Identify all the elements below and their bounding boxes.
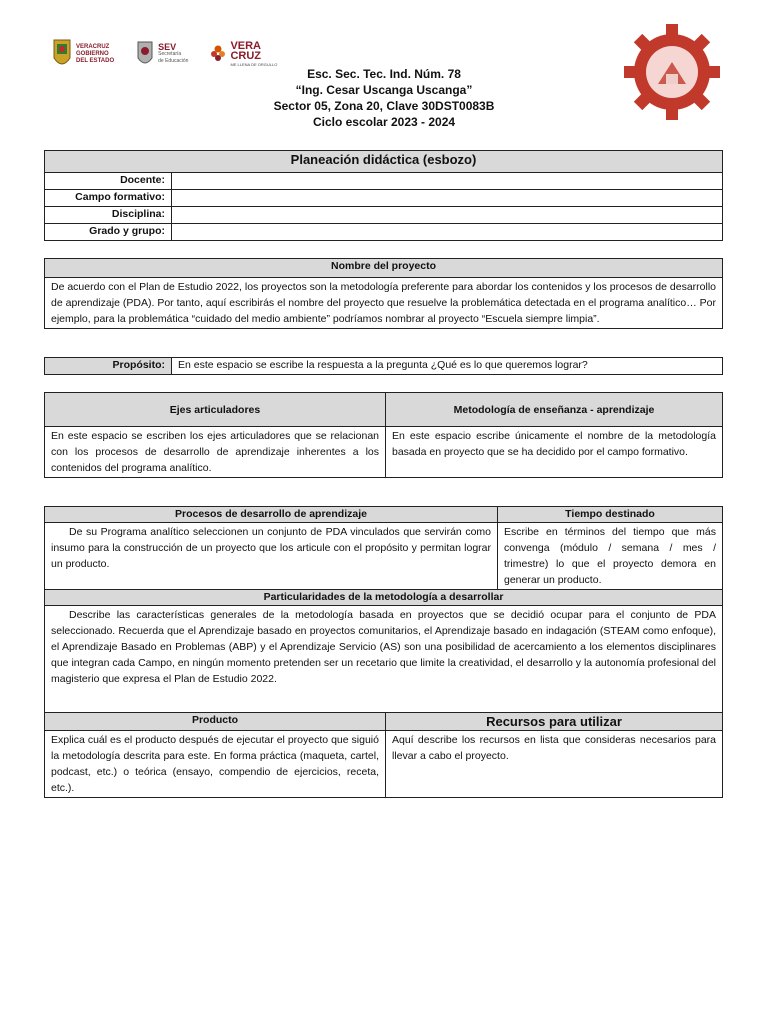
grado-grupo-label: Grado y grupo:: [45, 224, 172, 241]
sev-sub2: de Educación: [158, 57, 189, 64]
docente-field[interactable]: [172, 173, 723, 190]
sev-title: SEV: [158, 41, 177, 52]
recursos-text[interactable]: Aquí describe los recursos en lista que consideras necesarios para llevar a cabo el proyecto.: [386, 731, 723, 798]
veracruz-line2: GOBIERNO: [76, 50, 109, 57]
particularidades-text[interactable]: Describe las características generales de la metodología basada en proyectos que se decidió ocupar para el conjunto de PDA seleccionado. Recuerda que el Aprendizaje basado en proyectos comunitarios, el Aprendizaje basado en indagación (STEAM como enfoque), el Aprendizaje Basado en Problemas (ABP) y el Aprendizaje Servicio (AS) son una posibilidad de acercamiento a los elementos disciplinares que integran cada Campo, en ningún momento pretenden ser un recetario que limite la creatividad, el desarrollo y la autonomía profesional del magisterio que expresa el Plan de Estudio 2022.: [45, 606, 723, 713]
disciplina-label: Disciplina:: [45, 207, 172, 224]
sev-sub1: Secretaría: [158, 50, 182, 57]
ejes-title: Ejes articuladores: [45, 393, 386, 427]
recursos-title: Recursos para utilizar: [386, 713, 723, 731]
procesos-title: Procesos de desarrollo de aprendizaje: [45, 507, 498, 523]
sev-emblem-icon: [136, 40, 154, 68]
procesos-text[interactable]: De su Programa analítico seleccionen un conjunto de PDA vinculados que servirán como insumo para la construcción de un proyecto que los articule con el propósito y permitan lograr un producto.: [45, 523, 498, 590]
campo-formativo-label: Campo formativo:: [45, 190, 172, 207]
vc-line1: VERA: [230, 39, 261, 52]
purpose-table: [44, 357, 723, 375]
producto-title: Producto: [45, 713, 386, 731]
sev-logo: [136, 40, 188, 68]
producto-text[interactable]: Explica cuál es el producto después de ejecutar el proyecto que siguió la metodología descrita para este. En forma práctica (maqueta, cartel, podcast, etc.) o teórica (ensayo, compendio de ejercicios, receta, etc.).: [45, 731, 386, 798]
school-number: Esc. Sec. Tec. Ind. Núm. 78: [307, 67, 461, 81]
school-cycle: Ciclo escolar 2023 - 2024: [312, 115, 456, 129]
project-title: Nombre del proyecto: [45, 259, 723, 278]
metodologia-title: Metodología de enseñanza - aprendizaje: [386, 393, 723, 427]
metodologia-text[interactable]: En este espacio escribe únicamente el nombre de la metodología basada en proyecto que se ha decidido por el campo formativo.: [386, 427, 723, 478]
school-sector: Sector 05, Zona 20, Clave 30DST0083B: [273, 99, 495, 113]
particularidades-title: Particularidades de la metodología a desarrollar: [45, 590, 723, 606]
plan-title: Planeación didáctica (esbozo): [45, 151, 723, 173]
processes-table: [44, 506, 723, 798]
project-table: [44, 258, 723, 329]
plan-table: [44, 150, 723, 241]
grado-grupo-field[interactable]: [172, 224, 723, 241]
vc-sub: ME LLENA DE ORGULLO: [230, 61, 278, 67]
veracruz-line3: DEL ESTADO: [76, 57, 115, 64]
school-name: “Ing. Cesar Uscanga Uscanga”: [295, 83, 473, 97]
tiempo-title: Tiempo destinado: [498, 507, 723, 523]
ejes-text[interactable]: En este espacio se escriben los ejes articuladores que se relacionan con los procesos de desarrollo de aprendizaje inherentes a los contenidos del programa analítico.: [45, 427, 386, 478]
axes-table: [44, 392, 723, 478]
veracruz-line1: VERACRUZ: [76, 43, 110, 50]
campo-formativo-field[interactable]: [172, 190, 723, 207]
vc-line2: CRUZ: [230, 49, 261, 62]
docente-label: Docente:: [45, 173, 172, 190]
flower-icon: [210, 43, 226, 65]
veracruz-orgullo-logo: [210, 41, 277, 68]
disciplina-field[interactable]: [172, 207, 723, 224]
project-text[interactable]: De acuerdo con el Plan de Estudio 2022, los proyectos son la metodología preferente para abordar los contenidos y los procesos de desarrollo de aprendizaje (PDA). Por tanto, aquí escribirás el nombre del proyecto que resuelve la problemática detectada en el programa analítico… Por ejemplo, para la problemática “cuidado del medio ambiente” podríamos nombrar al proyecto “Escuela siempre limpia”.: [45, 278, 723, 329]
purpose-text[interactable]: En este espacio se escribe la respuesta a la pregunta ¿Qué es lo que queremos lograr?: [172, 358, 723, 375]
school-heading: [0, 66, 768, 130]
tiempo-text[interactable]: Escribe en términos del tiempo que más convenga (módulo / semana / mes / trimestre) lo que el proyecto demora en generar un producto.: [498, 523, 723, 590]
purpose-label: Propósito:: [45, 358, 172, 375]
